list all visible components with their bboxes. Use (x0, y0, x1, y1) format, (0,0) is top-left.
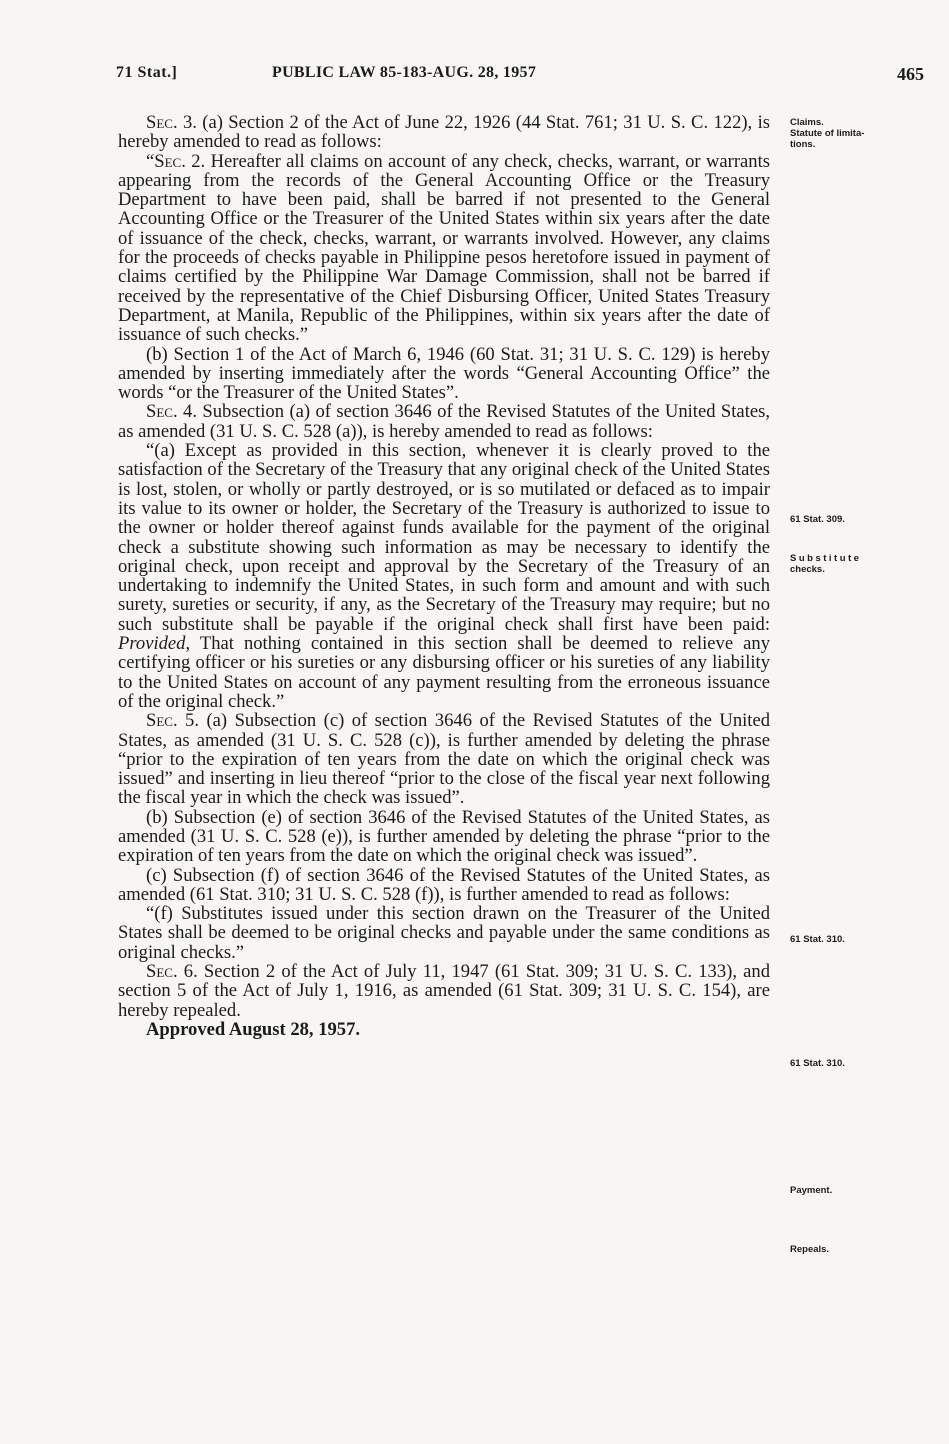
paragraph-sec3a: Sec. 3. (a) Section 2 of the Act of June 22, 1926 (44 Stat. 761; 31 U. S. C. 122), is hereby amended to read as follows: (118, 112, 770, 153)
statute-volume: 71 Stat.] (116, 64, 178, 81)
approval-line: Approved August 28, 1957. (146, 1018, 361, 1040)
margin-note-substitute-checks: Substitute checks. (790, 553, 862, 575)
margin-note-61-stat-309: 61 Stat. 309. (790, 514, 845, 525)
margin-note-61-stat-310-a: 61 Stat. 310. (790, 934, 845, 945)
section-label: Sec. 4. (146, 401, 197, 423)
margin-note-61-stat-310-b: 61 Stat. 310. (790, 1058, 845, 1069)
paragraph-sub-a: “(a) Except as provided in this section, whenever it is clearly proved to the satisfaction of the Secretary of the Treasury that any original check of the United States is lost, stolen, or wholly or partly destroyed, or is so mutilated or defaced as to impair its value to its owner or holder, the Secretary of the Treasury is authorized to issue to the owner or holder thereof against funds available for the payment of the original check a substitute showing such information as may be necessary to identify the original check, upon receipt and approval by the Secretary of the Treasury of an undertaking to indemnify the United States, in such form and amount and with such surety, sureties or security, if any, as the Secretary of the Treasury may require; but no such substitute shall be payable if the original check shall first have been paid: Provided, That nothing contained in this section shall be deemed to relieve any certifying officer or his sureties or any disbursing officer or his sureties of any liability to the United States on account of any payment resulting from the erroneous issuance of the original check.” (118, 440, 770, 712)
section-label: “Sec. 2. (146, 150, 206, 172)
paragraph-sec5b: (b) Subsection (e) of section 3646 of the Revised Statutes of the United States, as amended (31 U. S. C. 528 (e)), is further amended by deleting the phrase “prior to the expiration of ten years from the date on which the original check was issued”. (118, 806, 770, 867)
paragraph-sec5c: (c) Subsection (f) of section 3646 of the Revised Statutes of the United States, as amended (61 Stat. 310; 31 U. S. C. 528 (f)), is further amended to read as follows: (118, 864, 770, 905)
paragraph-sec5a: Sec. 5. (a) Subsection (c) of section 3646 of the Revised Statutes of the United States, as amended (31 U. S. C. 528 (c)), is further amended by deleting the phrase “prior to the expiration of ten years from the date on which the original check was issued” and inserting in lieu thereof “prior to the close of the fiscal year next following the fiscal year in which the check was issued”. (118, 710, 771, 809)
section-label: Sec. 5. (146, 710, 200, 732)
margin-note-repeals: Repeals. (790, 1244, 830, 1255)
proviso: Provided (118, 633, 186, 655)
section-label: Sec. 3. (146, 112, 197, 133)
page-number: 465 (897, 64, 924, 84)
paragraph-sec2-quoted: “Sec. 2. Hereafter all claims on account of any check, checks, warrant, or warrants appearing from the records of the General Accounting Office or the Treasury Department to have been paid, shall be barred if not presented to the General Accounting Office or the Treasurer of the United States within six years after the date of issuance of the check, checks, warrant, or warrants involved. However, any claims for the proceeds of checks payable in Philippine pesos heretofore issued in payment of claims certified by the Philippine War Damage Commission, shall not be barred if received by the representative of the Chief Disbursing Officer, United States Treasury Department, at Manila, Republic of the Philippines, within six years after the date of issuance of such checks.” (118, 150, 770, 346)
running-title: PUBLIC LAW 85-183-AUG. 28, 1957 (272, 64, 537, 81)
margin-note-claims: Claims. Statute of limita- tions. (790, 117, 865, 150)
paragraph-sec4: Sec. 4. Subsection (a) of section 3646 of the Revised Statutes of the United States, as amended (31 U. S. C. 528 (a)), is hereby amended to read as follows: (118, 401, 770, 442)
paragraph-sec3b: (b) Section 1 of the Act of March 6, 1946 (60 Stat. 31; 31 U. S. C. 129) is hereby amended by inserting immediately after the words “General Accounting Office” the words “or the Treasurer of the United States”. (118, 343, 770, 404)
law-text (118, 113, 770, 1039)
section-label: Sec. 6. (146, 961, 198, 983)
paragraph-sec6: Sec. 6. Section 2 of the Act of July 11, 1947 (61 Stat. 309; 31 U. S. C. 133), and section 5 of the Act of July 1, 1916, as amended (61 Stat. 309; 31 U. S. C. 154), are hereby repealed. (118, 961, 770, 1021)
margin-note-payment: Payment. (790, 1185, 833, 1196)
paragraph-sub-f: “(f) Substitutes issued under this section drawn on the Treasurer of the United States shall be deemed to be original checks and payable under the same conditions as original checks.” (118, 903, 770, 963)
page-header (116, 64, 924, 86)
